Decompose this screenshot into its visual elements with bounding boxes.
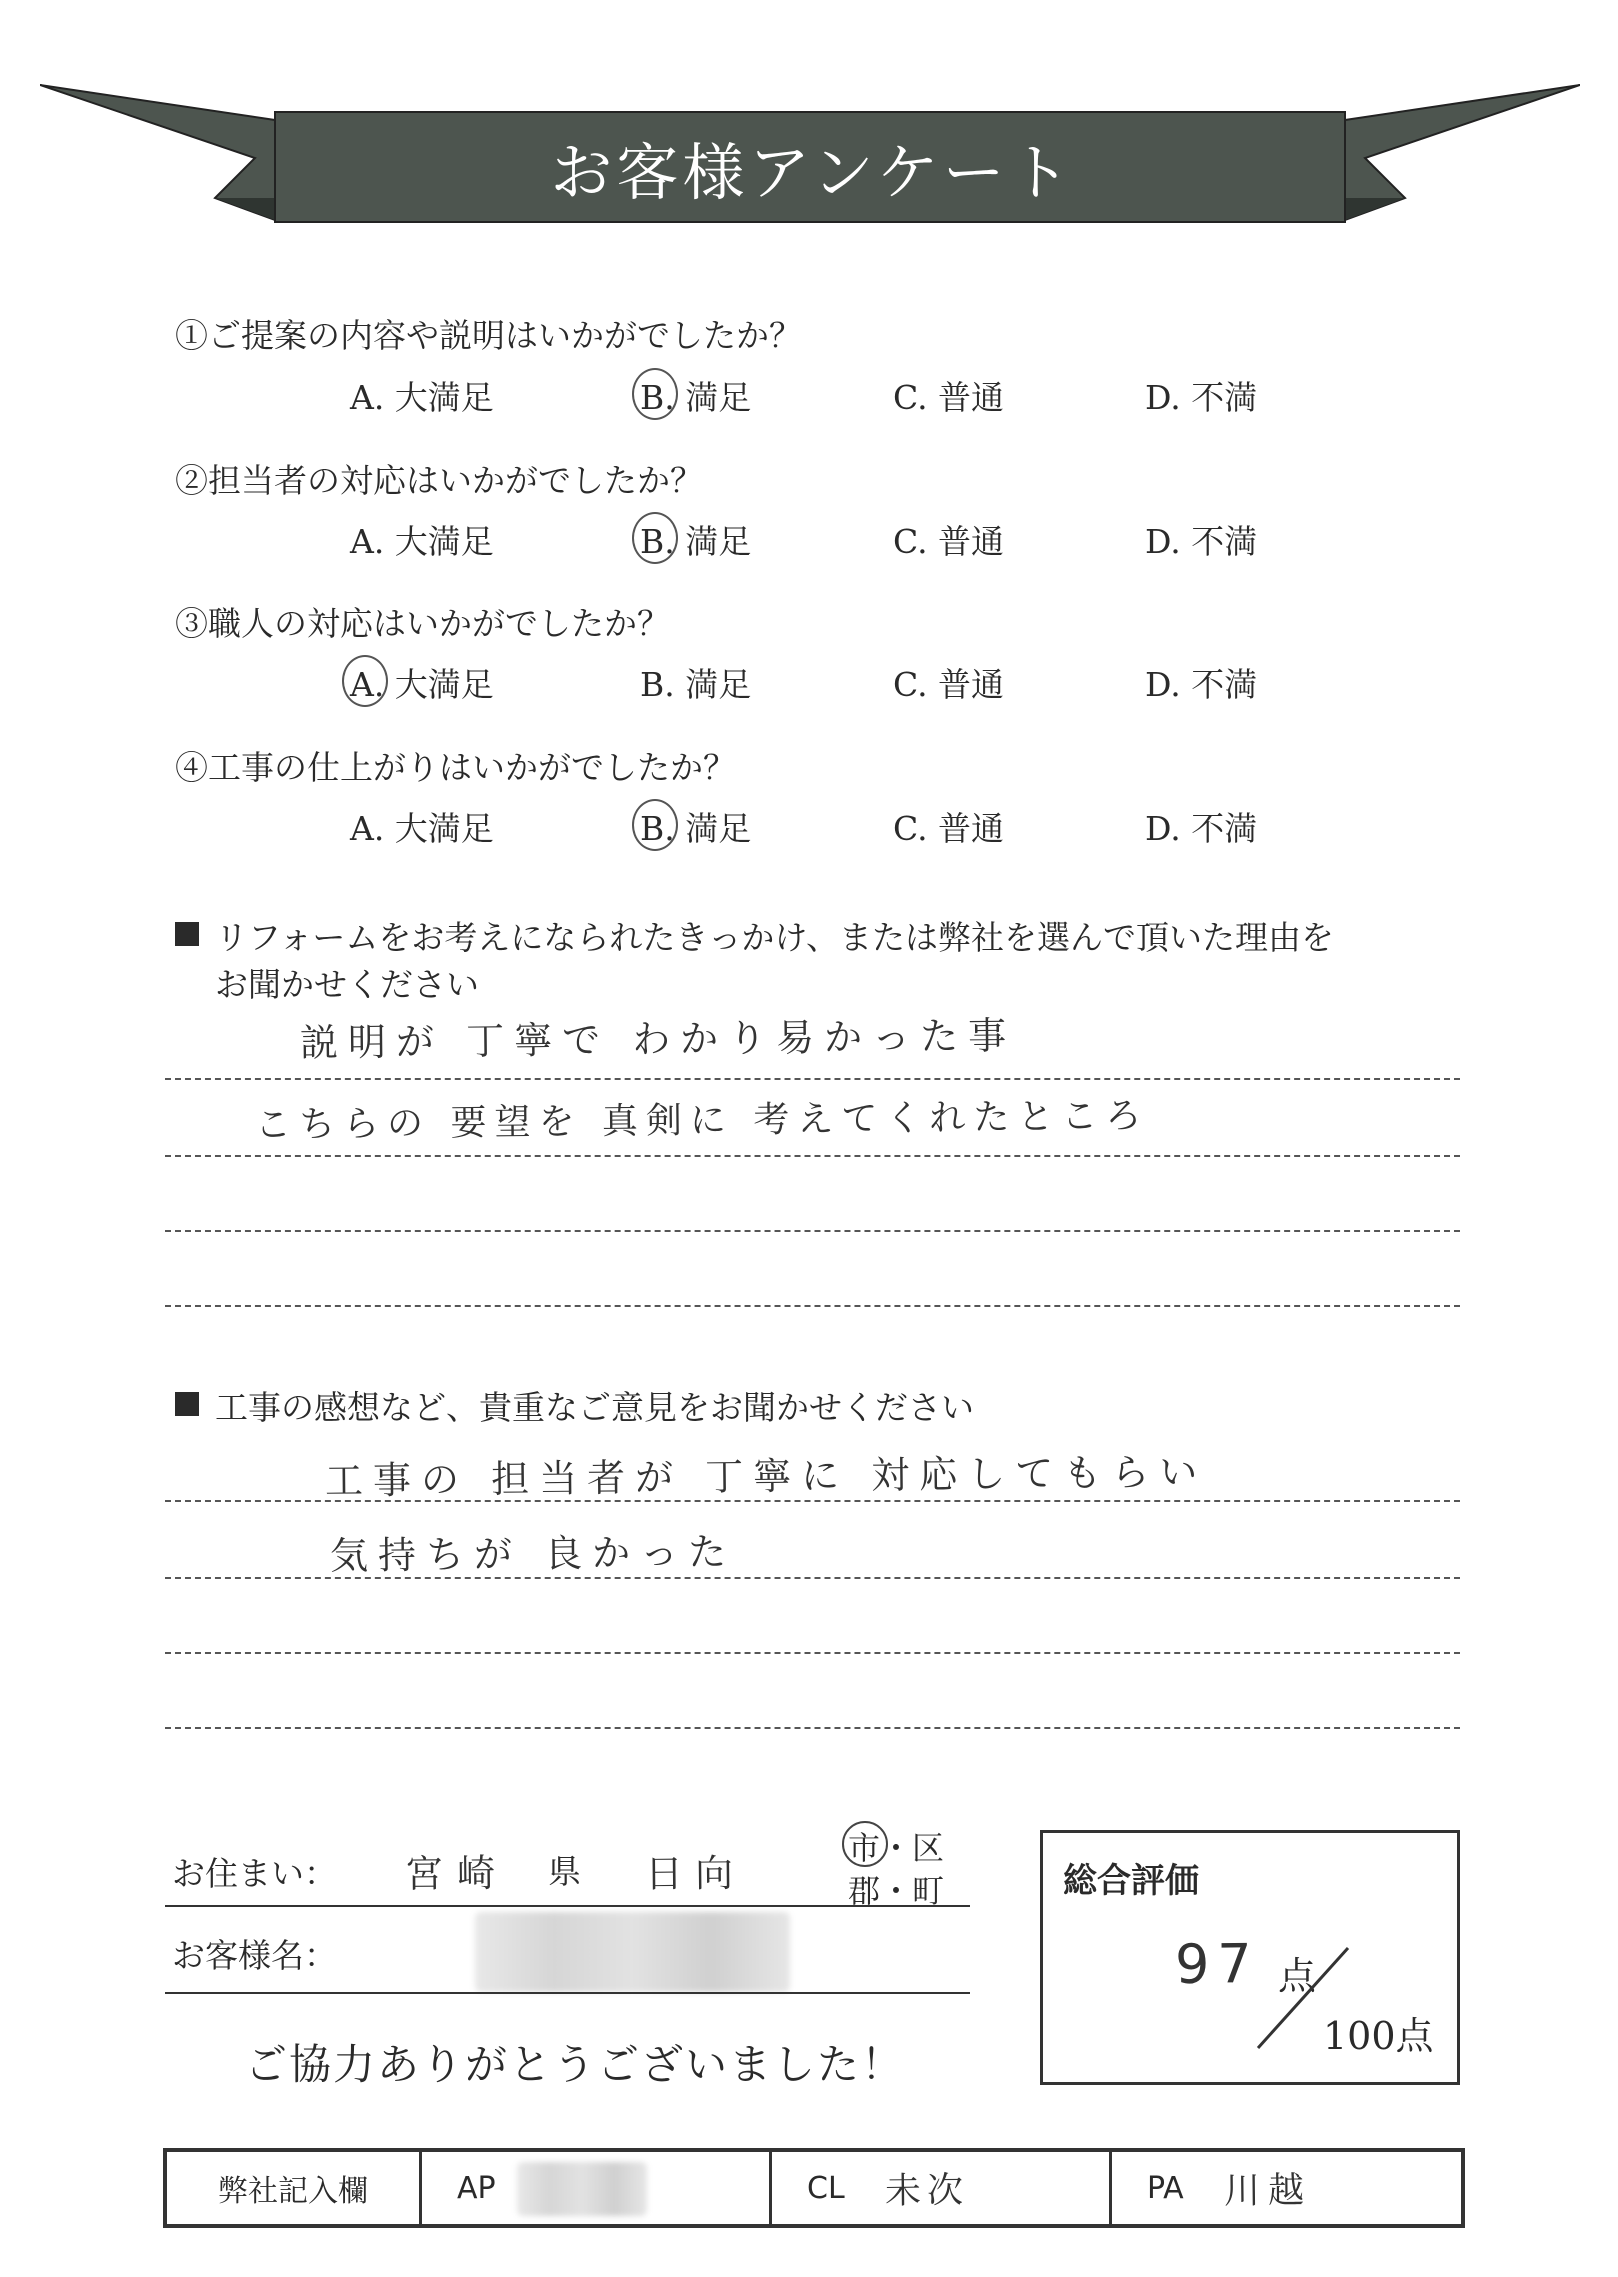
page-title: お客様アンケート: [550, 135, 1075, 209]
option-c[interactable]: C. 普通: [893, 522, 1005, 561]
option-d[interactable]: D. 不満: [1145, 522, 1258, 561]
option-b[interactable]: B. 満足: [640, 516, 751, 563]
option-d[interactable]: D. 不満: [1145, 378, 1258, 417]
address-city: 日向: [644, 1850, 746, 1896]
selected-mark: [632, 799, 678, 851]
option-a[interactable]: A. 大満足: [350, 378, 494, 417]
cl-cell: [772, 2152, 1112, 2224]
score-value: 97: [1174, 1932, 1261, 1996]
question-1-options: [0, 372, 1618, 422]
ap-cell: [422, 2152, 772, 2224]
answer-line: [165, 1078, 1460, 1080]
address-ken: 県: [548, 1852, 581, 1891]
option-d[interactable]: D. 不満: [1145, 665, 1258, 704]
square-bullet-icon: [175, 1392, 199, 1416]
thanks-message: ご協力ありがとうございました！: [245, 2040, 906, 2089]
cl-label: CL: [807, 2170, 845, 2206]
office-use-table: [163, 2148, 1465, 2228]
selected-mark: [632, 512, 678, 564]
section-reason-heading-line1: リフォームをお考えになられたきっかけ、または弊社を選んで頂いた理由を: [215, 918, 1335, 957]
score-max: 100点: [1323, 2014, 1434, 2058]
answer-line: [165, 1652, 1460, 1654]
option-a[interactable]: A. 大満足: [350, 659, 494, 706]
address-shi-ku: [848, 1823, 944, 1869]
customer-name-label: お客様名：: [172, 1936, 337, 1975]
question-4-options: [0, 803, 1618, 853]
address-shi: 市: [848, 1823, 880, 1869]
office-use-label: 弊社記入欄: [167, 2152, 422, 2224]
reason-answer-2: こちらの 要望を 真剣に 考えてくれたところ: [254, 1095, 1150, 1146]
option-c[interactable]: C. 普通: [893, 665, 1005, 704]
option-a[interactable]: A. 大満足: [350, 522, 494, 561]
question-3-options: [0, 659, 1618, 709]
section-reason-heading-line2: お聞かせください: [215, 965, 479, 1004]
question-2: ②担当者の対応はいかがでしたか？: [175, 461, 703, 500]
address-gun: 郡: [848, 1872, 881, 1910]
address-ku: ・区: [880, 1829, 945, 1867]
address-underline: [165, 1905, 970, 1907]
customer-name-underline: [165, 1992, 970, 1994]
option-c[interactable]: C. 普通: [893, 378, 1005, 417]
question-2-options: [0, 516, 1618, 566]
score-ten: 点: [1278, 1954, 1317, 1998]
option-b[interactable]: B. 満足: [640, 372, 751, 419]
comment-answer-1: 工事の 担当者が 丁寧に 対応してもらい: [324, 1449, 1208, 1503]
section-comment-heading-text: 工事の感想など、貴重なご意見をお聞かせください: [215, 1388, 974, 1427]
score-box: [1040, 1830, 1460, 2085]
score-title: 総合評価: [1063, 1861, 1199, 1901]
option-a[interactable]: A. 大満足: [350, 809, 494, 848]
selected-mark: [342, 655, 388, 707]
option-b[interactable]: B. 満足: [640, 803, 751, 850]
answer-line: [165, 1727, 1460, 1729]
question-4: ④工事の仕上がりはいかがでしたか？: [175, 748, 736, 787]
pa-cell: [1112, 2152, 1461, 2224]
redacted-ap-value: [517, 2162, 647, 2216]
selected-mark: [632, 368, 678, 420]
pa-label: PA: [1147, 2170, 1184, 2206]
section-reason-heading: [175, 912, 1465, 1006]
reason-answer-1: 説明が 丁寧で わかり易かった事: [299, 1013, 1017, 1065]
answer-line: [165, 1577, 1460, 1579]
address-prefecture: 宮崎: [404, 1850, 510, 1896]
address-cho: ・町: [880, 1872, 945, 1910]
option-b[interactable]: B. 満足: [640, 665, 752, 704]
pa-value: 川越: [1223, 2169, 1312, 2212]
selected-mark: [842, 1821, 888, 1867]
redacted-customer-name: [475, 1912, 790, 1992]
answer-line: [165, 1155, 1460, 1157]
option-c[interactable]: C. 普通: [893, 809, 1005, 848]
section-comment-heading: [175, 1382, 1465, 1429]
address-label: お住まい：: [172, 1854, 337, 1893]
option-d[interactable]: D. 不満: [1145, 809, 1258, 848]
question-3: ③職人の対応はいかがでしたか？: [175, 604, 670, 643]
answer-line: [165, 1500, 1460, 1502]
cl-value: 未次: [884, 2169, 969, 2212]
answer-line: [165, 1230, 1460, 1232]
ap-label: AP: [457, 2170, 496, 2206]
square-bullet-icon: [175, 922, 199, 946]
answer-line: [165, 1305, 1460, 1307]
question-1: ①ご提案の内容や説明はいかがでしたか？: [175, 316, 802, 355]
comment-answer-2: 気持ちが 良かった: [329, 1529, 737, 1578]
